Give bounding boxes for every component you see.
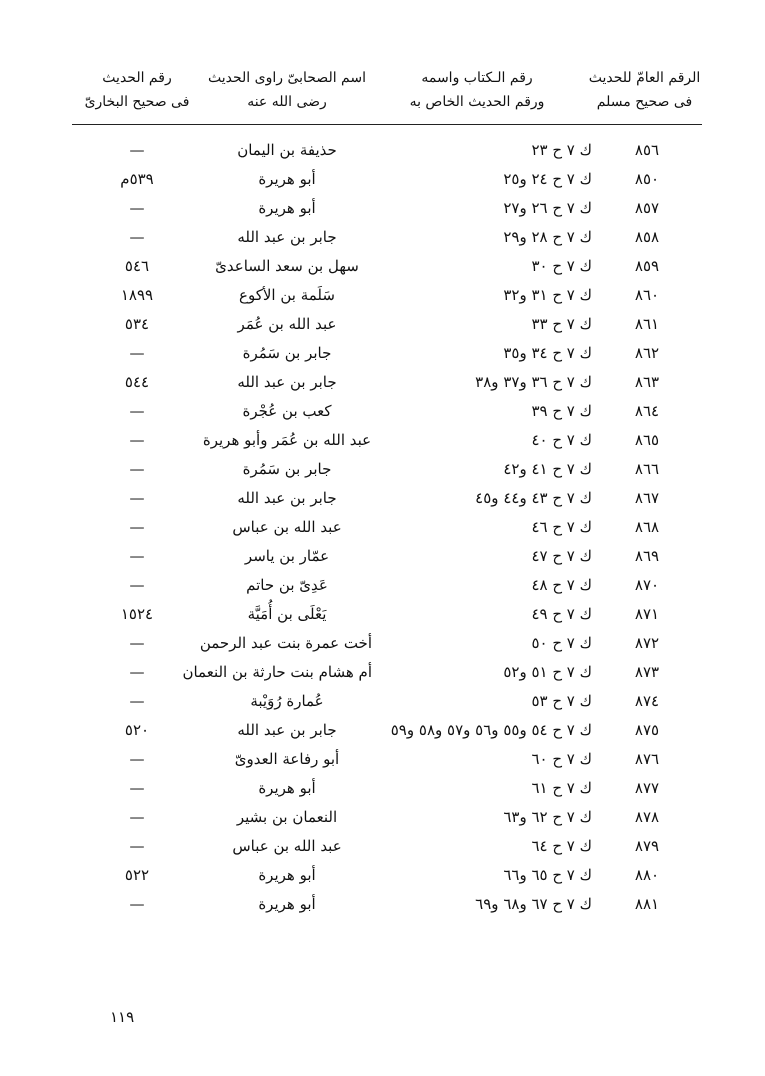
bukhari-number-cell: — bbox=[129, 518, 145, 536]
general-number-cell: ٨٧٤ bbox=[634, 692, 660, 710]
table-row bbox=[72, 310, 702, 339]
bukhari-number-cell: — bbox=[129, 547, 145, 565]
book-number-cell: ك ٧ ح ٥٣ bbox=[531, 692, 592, 710]
book-number-cell: ك ٧ ح ٥٤ و٥٥ و٥٦ و٥٧ و٥٨ و٥٩ bbox=[390, 721, 592, 739]
table-row bbox=[72, 252, 702, 281]
general-number-cell: ٨٧٧ bbox=[634, 779, 660, 797]
narrator-cell: عبد الله بن عُمَر bbox=[237, 315, 337, 333]
general-number-cell: ٨٧٩ bbox=[634, 837, 660, 855]
bukhari-number-cell: ٥٣٤ bbox=[124, 315, 150, 333]
general-number-cell: ٨٦٥ bbox=[634, 431, 660, 449]
general-number-cell: ٨٧٠ bbox=[634, 576, 660, 594]
table-row bbox=[72, 803, 702, 832]
narrator-cell: جابر بن سَمُرة bbox=[242, 460, 332, 478]
general-number-cell: ٨٦٠ bbox=[634, 286, 660, 304]
bukhari-number-cell: — bbox=[129, 837, 145, 855]
book-number-cell: ك ٧ ح ٤١ و٤٢ bbox=[503, 460, 592, 478]
narrator-cell: عبد الله بن عباس bbox=[232, 518, 342, 536]
book-number-cell: ك ٧ ح ٦٥ و٦٦ bbox=[503, 866, 592, 884]
bukhari-number-cell: ٥٤٤ bbox=[124, 373, 150, 391]
table-row bbox=[72, 571, 702, 600]
general-number-cell: ٨٥٦ bbox=[634, 141, 660, 159]
bukhari-number-cell: — bbox=[129, 808, 145, 826]
book-number-cell: ك ٧ ح ٢٤ و٢٥ bbox=[503, 170, 592, 188]
general-number-cell: ٨٥٧ bbox=[634, 199, 660, 217]
general-number-cell: ٨٥٩ bbox=[634, 257, 660, 275]
book-number-cell: ك ٧ ح ٣١ و٣٢ bbox=[503, 286, 592, 304]
narrator-cell: أبو هريرة bbox=[258, 895, 316, 913]
table-row bbox=[72, 890, 702, 919]
book-number-cell: ك ٧ ح ٣٠ bbox=[531, 257, 592, 275]
bukhari-number-cell: — bbox=[129, 895, 145, 913]
bukhari-number-cell: ١٥٢٤ bbox=[120, 605, 154, 623]
header-bukhari-number: رقم الحديث فى صحيح البخارىّ bbox=[84, 70, 190, 110]
narrator-cell: أبو هريرة bbox=[258, 170, 316, 188]
bukhari-number-cell: — bbox=[129, 576, 145, 594]
bukhari-number-cell: — bbox=[129, 431, 145, 449]
table-body bbox=[72, 136, 702, 919]
general-number-cell: ٨٥٠ bbox=[634, 170, 660, 188]
book-number-cell: ك ٧ ح ٦٢ و٦٣ bbox=[503, 808, 592, 826]
table-row bbox=[72, 281, 702, 310]
bukhari-number-cell: ٥٢٠ bbox=[124, 721, 150, 739]
bukhari-number-cell: — bbox=[129, 460, 145, 478]
table-row bbox=[72, 629, 702, 658]
table-row bbox=[72, 832, 702, 861]
table-row bbox=[72, 136, 702, 165]
bukhari-number-cell: — bbox=[129, 663, 145, 681]
table-row bbox=[72, 658, 702, 687]
table-row bbox=[72, 600, 702, 629]
table-row bbox=[72, 542, 702, 571]
book-number-cell: ك ٧ ح ٤٣ و٤٤ و٤٥ bbox=[475, 489, 592, 507]
bukhari-number-cell: ٥٢٢ bbox=[124, 866, 150, 884]
general-number-cell: ٨٧٦ bbox=[634, 750, 660, 768]
header-general-number: الرقم العامّ للحديث فى صحيح مسلم bbox=[588, 70, 701, 110]
page-number: ١١٩ bbox=[110, 1008, 135, 1026]
general-number-cell: ٨٧٢ bbox=[634, 634, 660, 652]
book-number-cell: ك ٧ ح ٤٦ bbox=[531, 518, 592, 536]
header-divider bbox=[72, 124, 702, 125]
table-row bbox=[72, 368, 702, 397]
book-number-cell: ك ٧ ح ٣٦ و٣٧ و٣٨ bbox=[475, 373, 592, 391]
book-number-cell: ك ٧ ح ٥١ و٥٢ bbox=[503, 663, 592, 681]
general-number-cell: ٨٦٣ bbox=[634, 373, 660, 391]
table-row bbox=[72, 339, 702, 368]
bukhari-number-cell: — bbox=[129, 199, 145, 217]
book-number-cell: ك ٧ ح ٤٨ bbox=[531, 576, 592, 594]
general-number-cell: ٨٧٣ bbox=[634, 663, 660, 681]
table-header bbox=[72, 66, 702, 120]
narrator-cell: عمّار بن ياسر bbox=[244, 547, 330, 565]
book-number-cell: ك ٧ ح ٤٩ bbox=[531, 605, 592, 623]
table-row bbox=[72, 716, 702, 745]
book-number-cell: ك ٧ ح ٥٠ bbox=[531, 634, 592, 652]
bukhari-number-cell: ٥٤٦ bbox=[124, 257, 150, 275]
narrator-cell: جابر بن سَمُرة bbox=[242, 344, 332, 362]
general-number-cell: ٨٦٨ bbox=[634, 518, 660, 536]
table-row bbox=[72, 774, 702, 803]
narrator-cell: أبو هريرة bbox=[258, 779, 316, 797]
book-number-cell: ك ٧ ح ٦٧ و٦٨ و٦٩ bbox=[475, 895, 592, 913]
bukhari-number-cell: — bbox=[129, 141, 145, 159]
general-number-cell: ٨٧١ bbox=[634, 605, 660, 623]
general-number-cell: ٨٦٩ bbox=[634, 547, 660, 565]
table-row bbox=[72, 426, 702, 455]
table-row bbox=[72, 513, 702, 542]
table-row bbox=[72, 165, 702, 194]
bukhari-number-cell: — bbox=[129, 750, 145, 768]
bukhari-number-cell: ١٨٩٩ bbox=[120, 286, 154, 304]
book-number-cell: ك ٧ ح ٤٠ bbox=[531, 431, 592, 449]
narrator-cell: سَلَمة بن الأكوع bbox=[239, 286, 335, 304]
general-number-cell: ٨٧٨ bbox=[634, 808, 660, 826]
bukhari-number-cell: — bbox=[129, 489, 145, 507]
table-row bbox=[72, 397, 702, 426]
general-number-cell: ٨٦٧ bbox=[634, 489, 660, 507]
bukhari-number-cell: — bbox=[129, 402, 145, 420]
table-row bbox=[72, 484, 702, 513]
book-number-cell: ك ٧ ح ٢٦ و٢٧ bbox=[503, 199, 592, 217]
book-number-cell: ك ٧ ح ٦١ bbox=[531, 779, 592, 797]
table-row bbox=[72, 745, 702, 774]
narrator-cell: جابر بن عبد الله bbox=[237, 721, 337, 739]
narrator-cell: النعمان بن بشير bbox=[236, 808, 338, 826]
narrator-cell: كعب بن عُجْرة bbox=[242, 402, 332, 420]
book-number-cell: ك ٧ ح ٣٣ bbox=[531, 315, 592, 333]
narrator-cell: جابر بن عبد الله bbox=[237, 228, 337, 246]
narrator-cell: سهل بن سعد الساعدىّ bbox=[215, 257, 359, 275]
narrator-cell: أخت عمرة بنت عبد الرحمن bbox=[199, 634, 372, 652]
narrator-cell: جابر بن عبد الله bbox=[237, 373, 337, 391]
narrator-cell: يَعْلَى بن أُمَيَّة bbox=[247, 605, 327, 623]
bukhari-number-cell: — bbox=[129, 228, 145, 246]
book-number-cell: ك ٧ ح ٦٠ bbox=[531, 750, 592, 768]
table-row bbox=[72, 194, 702, 223]
bukhari-number-cell: — bbox=[129, 692, 145, 710]
narrator-cell: أبو هريرة bbox=[258, 866, 316, 884]
book-number-cell: ك ٧ ح ٢٨ و٢٩ bbox=[503, 228, 592, 246]
narrator-cell: حذيفة بن اليمان bbox=[237, 141, 337, 159]
general-number-cell: ٨٨١ bbox=[634, 895, 660, 913]
book-number-cell: ك ٧ ح ٤٧ bbox=[531, 547, 592, 565]
bukhari-number-cell: — bbox=[129, 344, 145, 362]
general-number-cell: ٨٦١ bbox=[634, 315, 660, 333]
bukhari-number-cell: ٥٣٩م bbox=[120, 170, 154, 188]
narrator-cell: عَدِىّ بن حاتم bbox=[246, 576, 328, 594]
table-row bbox=[72, 687, 702, 716]
general-number-cell: ٨٥٨ bbox=[634, 228, 660, 246]
general-number-cell: ٨٦٤ bbox=[634, 402, 660, 420]
general-number-cell: ٨٧٥ bbox=[634, 721, 660, 739]
narrator-cell: أبو هريرة bbox=[258, 199, 316, 217]
bukhari-number-cell: — bbox=[129, 779, 145, 797]
narrator-cell: أبو رفاعة العدوىّ bbox=[234, 750, 340, 768]
bukhari-number-cell: — bbox=[129, 634, 145, 652]
narrator-cell: أم هشام بنت حارثة بن النعمان bbox=[182, 663, 372, 681]
narrator-cell: جابر بن عبد الله bbox=[237, 489, 337, 507]
book-number-cell: ك ٧ ح ٣٤ و٣٥ bbox=[503, 344, 592, 362]
book-number-cell: ك ٧ ح ٣٩ bbox=[531, 402, 592, 420]
table-row bbox=[72, 223, 702, 252]
header-book-number: رقم الـكتاب واسمه ورقم الحديث الخاص به bbox=[409, 70, 545, 110]
table-row bbox=[72, 455, 702, 484]
book-number-cell: ك ٧ ح ٦٤ bbox=[531, 837, 592, 855]
general-number-cell: ٨٦٦ bbox=[634, 460, 660, 478]
general-number-cell: ٨٦٢ bbox=[634, 344, 660, 362]
narrator-cell: عبد الله بن عُمَر وأبو هريرة bbox=[202, 431, 372, 449]
table-row bbox=[72, 861, 702, 890]
narrator-cell: عُمارة رُوَيْبة bbox=[250, 692, 324, 710]
header-narrator: اسم الصحابىّ راوى الحديث رضى الله عنه bbox=[207, 70, 366, 110]
general-number-cell: ٨٨٠ bbox=[634, 866, 660, 884]
narrator-cell: عبد الله بن عباس bbox=[232, 837, 342, 855]
book-number-cell: ك ٧ ح ٢٣ bbox=[531, 141, 592, 159]
